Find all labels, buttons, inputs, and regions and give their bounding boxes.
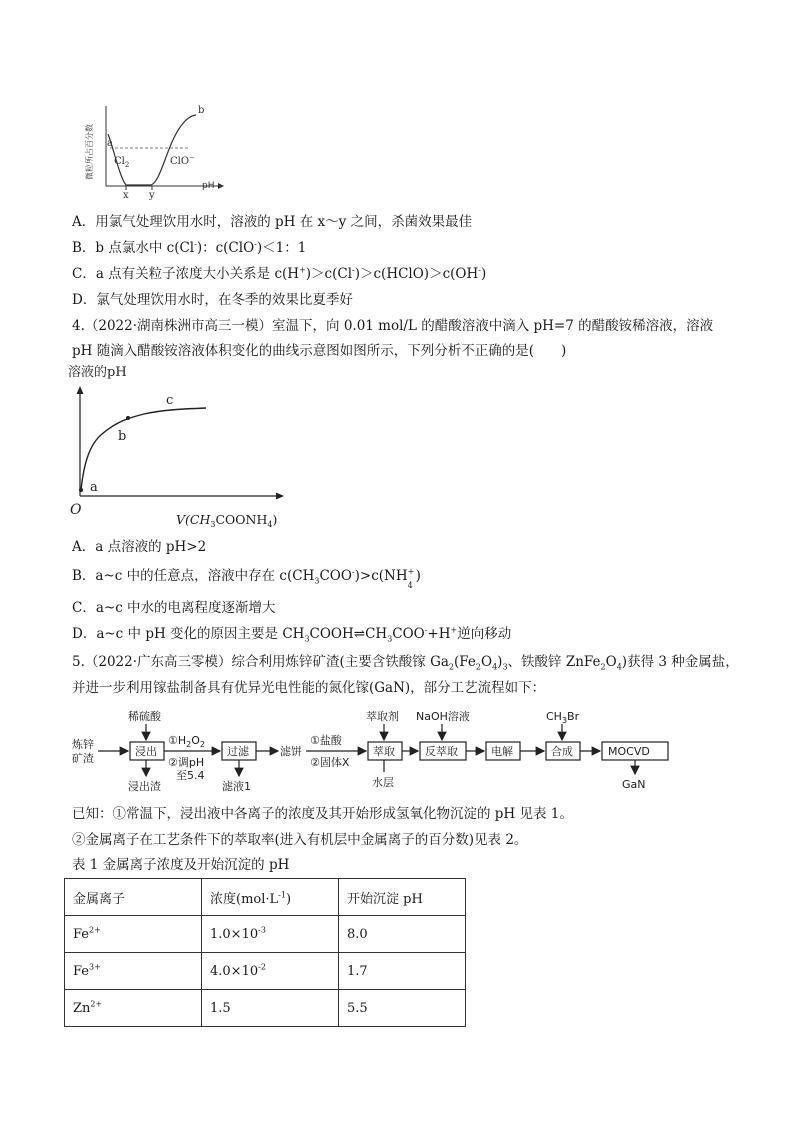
flow-raw-line1: 炼锌 bbox=[72, 738, 94, 751]
q4-option-c: C．a~c 中水的电离程度逐渐增大 bbox=[72, 600, 276, 616]
fig1-label-cl2: $Cl_2$ bbox=[114, 156, 130, 169]
flow-ch3br: $CH_3Br$ bbox=[546, 710, 580, 725]
q5-known-1: 已知：①常温下，浸出液中各离子的浓度及其开始形成氢氧化物沉淀的 pH 见表 1。 bbox=[72, 806, 573, 822]
table-header-row bbox=[65, 879, 466, 916]
ph-titration-graph bbox=[66, 362, 306, 530]
table-cell-conc: $4.0\times 10^{-2}$ bbox=[202, 953, 339, 990]
flow-naoh: NaOH溶液 bbox=[416, 710, 470, 723]
q4-option-b: B．a~c 中的任意点，溶液中存在 $c(CH_3COO^-)>c(NH$ + 4 ) bbox=[72, 567, 421, 590]
flow-raw-line2: 矿渣 bbox=[72, 752, 94, 765]
table-row bbox=[65, 916, 466, 953]
graph-ylabel: 溶液的pH bbox=[68, 365, 127, 380]
table-cell-conc: $1.0\times 10^{-3}$ bbox=[202, 916, 339, 953]
q5-known-2: ②金属离子在工艺条件下的萃取率(进入有机层中金属离子的百分数)见表 2。 bbox=[72, 832, 528, 848]
flow-extract: 萃取 bbox=[373, 745, 395, 758]
flow-gan: GaN bbox=[622, 778, 646, 791]
fig1-tick-y: y bbox=[149, 190, 155, 200]
q3-option-c: C．a 点有关粒子浓度大小关系是 c(H+)＞c(Cl-)＞c(HClO)＞c(OH-) bbox=[72, 265, 487, 282]
fig1-xlabel: pH bbox=[202, 181, 215, 191]
q5-stem-line1: 5.（2022·广东高三零模）综合利用炼锌矿渣(主要含铁酸镓 $Ga_2(Fe_2O_4)_3$、铁酸锌 $ZnFe_2O_4$)获得 3 种金属盐， bbox=[72, 654, 739, 672]
table-row bbox=[65, 953, 466, 990]
fig1-point-a: a bbox=[107, 138, 113, 149]
q4-option-a: A．a 点溶液的 pH>2 bbox=[72, 539, 207, 555]
flow-mocvd: MOCVD bbox=[608, 745, 650, 758]
table-cell-ph: 8.0 bbox=[339, 916, 466, 953]
flow-step2: ②调pH bbox=[168, 756, 205, 769]
table-header-cell: 浓度$(mol\cdot L^{-1})$ bbox=[202, 879, 339, 916]
flow-synth: 合成 bbox=[551, 745, 573, 758]
q4-stem-line1: 4.（2022·湖南株洲市高三一模）室温下，向 0.01 mol/L 的醋酸溶液中滴入 pH=7 的醋酸铵稀溶液，溶液 bbox=[72, 318, 714, 334]
q3-option-a: A．用氯气处理饮用水时，溶液的 pH 在 x～y 之间，杀菌效果最佳 bbox=[72, 214, 473, 230]
table-cell-ph: 1.7 bbox=[339, 953, 466, 990]
table-cell-conc: 1.5 bbox=[202, 990, 339, 1027]
flow-extractant: 萃取剂 bbox=[366, 710, 399, 723]
flow-cake: 滤饼 bbox=[280, 745, 302, 758]
graph-xlabel: $V(CH_3COONH_4)$ bbox=[176, 512, 278, 529]
q4-option-d: D．a~c 中 pH 变化的原因主要是 $CH_3COOH\rightleftharpoons CH_3COO^-+H^+$逆向移动 bbox=[72, 625, 512, 644]
flow-acid1: ①盐酸 bbox=[310, 734, 342, 747]
q3-option-b: B．b 点氯水中 c(Cl-)：c(ClO-)＜1：1 bbox=[72, 239, 307, 256]
table-cell-ph: 5.5 bbox=[339, 990, 466, 1027]
flow-filtrate: 滤液1 bbox=[222, 780, 251, 793]
flow-leach-reagent: 稀硫酸 bbox=[128, 710, 161, 723]
flow-leach-residue: 浸出渣 bbox=[128, 780, 161, 793]
table-cell-ion: $Fe^{2+}$ bbox=[65, 916, 202, 953]
metal-ion-table bbox=[64, 878, 466, 1027]
fig1-ylabel: 微粒所占百分数 bbox=[85, 124, 94, 180]
table-cell-ion: $Zn^{2+}$ bbox=[65, 990, 202, 1027]
flow-electrolysis: 电解 bbox=[491, 745, 513, 758]
flow-back-extract: 反萃取 bbox=[425, 745, 458, 758]
q4-stem-line2: pH 随滴入醋酸铵溶液体积变化的曲线示意图如图所示，下列分析不正确的是( ) bbox=[72, 343, 567, 359]
q3-option-d: D．氯气处理饮用水时，在冬季的效果比夏季好 bbox=[72, 292, 353, 308]
graph-point-a: a bbox=[90, 480, 98, 495]
chlorine-distribution-figure bbox=[78, 100, 238, 200]
q5-table-title: 表 1 金属离子浓度及开始沉淀的 pH bbox=[72, 857, 290, 873]
process-flow-diagram bbox=[70, 708, 690, 800]
table-row bbox=[65, 990, 466, 1027]
fig1-label-clo: ClO− bbox=[170, 154, 195, 167]
table-cell-ion: $Fe^{3+}$ bbox=[65, 953, 202, 990]
graph-point-c: c bbox=[166, 393, 174, 408]
fig1-point-b: b bbox=[198, 105, 205, 116]
flow-acid2: ②固体X bbox=[310, 756, 350, 769]
graph-origin: O bbox=[70, 502, 82, 518]
graph-point-b: b bbox=[118, 429, 127, 444]
table-header-cell: 开始沉淀 pH bbox=[339, 879, 466, 916]
q5-stem-line2: 并进一步利用镓盐制备具有优异光电性能的氮化镓(GaN)，部分工艺流程如下： bbox=[72, 680, 546, 696]
flow-leach: 浸出 bbox=[135, 745, 157, 758]
flow-step2b: 至5.4 bbox=[176, 769, 205, 782]
flow-aqueous: 水层 bbox=[372, 776, 394, 789]
flow-step1: $①H_2O_2$ bbox=[168, 734, 205, 749]
flow-filter: 过滤 bbox=[227, 745, 249, 758]
fig1-tick-x: x bbox=[123, 190, 129, 200]
table-header-cell: 金属离子 bbox=[65, 879, 202, 916]
